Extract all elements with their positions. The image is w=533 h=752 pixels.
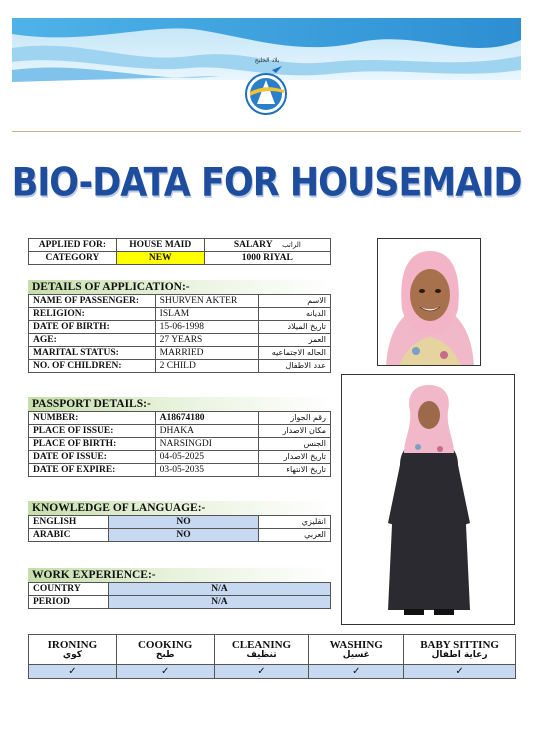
- wave-banner-graphic: [0, 0, 533, 135]
- experience-heading: WORK EXPERIENCE:-: [28, 568, 331, 582]
- skill-header: [214, 635, 309, 665]
- skill-checkmark: ✓: [214, 665, 309, 679]
- row-value: ISLAM: [155, 308, 259, 321]
- table-row: [29, 334, 331, 347]
- row-value: 03-05-2035: [155, 464, 259, 477]
- row-label: NO. OF CHILDREN:: [29, 360, 156, 373]
- row-value: 27 YEARS: [155, 334, 259, 347]
- skill-checkmark: ✓: [309, 665, 404, 679]
- row-value: 04-05-2025: [155, 451, 259, 464]
- table-row: [29, 529, 331, 542]
- row-value: N/A: [108, 583, 330, 596]
- table-row: [29, 360, 331, 373]
- applied-for-label: APPLIED FOR:: [29, 239, 117, 252]
- skill-label: COOKING: [137, 639, 193, 651]
- row-value: NARSINGDI: [155, 438, 259, 451]
- table-row: [29, 308, 331, 321]
- skill-label-ar: رعاية اطفال: [431, 650, 488, 660]
- passport-heading: PASSPORT DETAILS:-: [28, 397, 331, 411]
- row-value: N/A: [108, 596, 330, 609]
- table-row: [29, 425, 331, 438]
- table-row: [29, 516, 331, 529]
- header-banner: [0, 0, 533, 135]
- skill-checkmark: ✓: [404, 665, 516, 679]
- table-row: [29, 583, 331, 596]
- row-label-ar: الديانه: [259, 308, 331, 321]
- row-value: A18674180: [155, 412, 259, 425]
- portrait-photo: [377, 238, 481, 366]
- row-label: ARABIC: [29, 529, 109, 542]
- language-heading: KNOWLEDGE OF LANGUAGE:-: [28, 501, 331, 515]
- row-label-ar: العمر: [259, 334, 331, 347]
- skill-label-ar: تنظيف: [246, 650, 277, 660]
- salary-header: [204, 239, 330, 252]
- application-heading: DETAILS OF APPLICATION:-: [28, 280, 331, 294]
- table-row: [29, 347, 331, 360]
- skills-table: [28, 634, 516, 679]
- row-label-ar: تاريخ الاصدار: [259, 451, 331, 464]
- table-row: [29, 464, 331, 477]
- skill-checkmark: ✓: [29, 665, 117, 679]
- row-value: SHURVEN AKTER: [155, 295, 259, 308]
- skill-header: [29, 635, 117, 665]
- row-value: NO: [108, 529, 258, 542]
- skill-label-ar: غسيل: [342, 650, 370, 660]
- row-label: DATE OF EXPIRE:: [29, 464, 156, 477]
- row-label-ar: الاسم: [259, 295, 331, 308]
- skill-label-ar: طبخ: [155, 650, 175, 660]
- row-label-ar: عدد الاطفال: [259, 360, 331, 373]
- row-label: DATE OF ISSUE:: [29, 451, 156, 464]
- table-row: [29, 239, 331, 252]
- row-label-ar: تاريخ الميلاد: [259, 321, 331, 334]
- page-title: BIO-DATA FOR HOUSEMAID: [11, 160, 522, 206]
- skill-header: [309, 635, 404, 665]
- table-row: [29, 596, 331, 609]
- category-value: NEW: [116, 252, 204, 265]
- row-value: NO: [108, 516, 258, 529]
- row-value: DHAKA: [155, 425, 259, 438]
- row-value: MARRIED: [155, 347, 259, 360]
- salary-value: 1000 RIYAL: [204, 252, 330, 265]
- row-label: NUMBER:: [29, 412, 156, 425]
- row-label-ar: تاريخ الانتهاء: [259, 464, 331, 477]
- table-row: [29, 295, 331, 308]
- row-label-ar: انقليزي: [259, 516, 331, 529]
- skill-label: CLEANING: [231, 639, 292, 651]
- row-label: RELIGION:: [29, 308, 156, 321]
- table-row: [29, 635, 516, 665]
- table-row: [29, 252, 331, 265]
- applied-for-value: HOUSE MAID: [116, 239, 204, 252]
- salary-label-ar: الراتب: [282, 241, 301, 249]
- row-label-ar: الجنس: [259, 438, 331, 451]
- skill-header: [116, 635, 214, 665]
- row-value: 2 CHILD: [155, 360, 259, 373]
- row-label-ar: الحاله الاجتماعيه: [259, 347, 331, 360]
- row-label-ar: العربي: [259, 529, 331, 542]
- row-label: PLACE OF ISSUE:: [29, 425, 156, 438]
- experience-table: [28, 582, 331, 609]
- table-row: [29, 412, 331, 425]
- salary-label: SALARY: [233, 240, 273, 250]
- skill-label: BABY SITTING: [420, 639, 499, 651]
- row-label-ar: رقم الجواز: [259, 412, 331, 425]
- table-row: [29, 451, 331, 464]
- row-label: NAME OF PASSENGER:: [29, 295, 156, 308]
- row-label: DATE OF BIRTH:: [29, 321, 156, 334]
- table-row: [29, 321, 331, 334]
- row-label: PLACE OF BIRTH:: [29, 438, 156, 451]
- applied-table: [28, 238, 331, 265]
- application-table: [28, 294, 331, 373]
- row-label: PERIOD: [29, 596, 109, 609]
- logo-arabic-text: بلاد الخليج: [254, 57, 280, 64]
- header-divider: [12, 131, 521, 132]
- row-label: MARITAL STATUS:: [29, 347, 156, 360]
- skill-label: WASHING: [329, 639, 383, 651]
- skill-checkmark: ✓: [116, 665, 214, 679]
- row-label: COUNTRY: [29, 583, 109, 596]
- passport-table: [28, 411, 331, 477]
- full-body-photo: [341, 374, 515, 625]
- skill-label: IRONING: [47, 639, 98, 651]
- row-label-ar: مكان الاصدار: [259, 425, 331, 438]
- skill-header: [404, 635, 516, 665]
- skill-label-ar: كوي: [62, 650, 82, 660]
- table-row: [29, 438, 331, 451]
- table-row: [29, 665, 516, 679]
- row-label: ENGLISH: [29, 516, 109, 529]
- row-value: 15-06-1998: [155, 321, 259, 334]
- row-label: AGE:: [29, 334, 156, 347]
- category-label: CATEGORY: [29, 252, 117, 265]
- language-table: [28, 515, 331, 542]
